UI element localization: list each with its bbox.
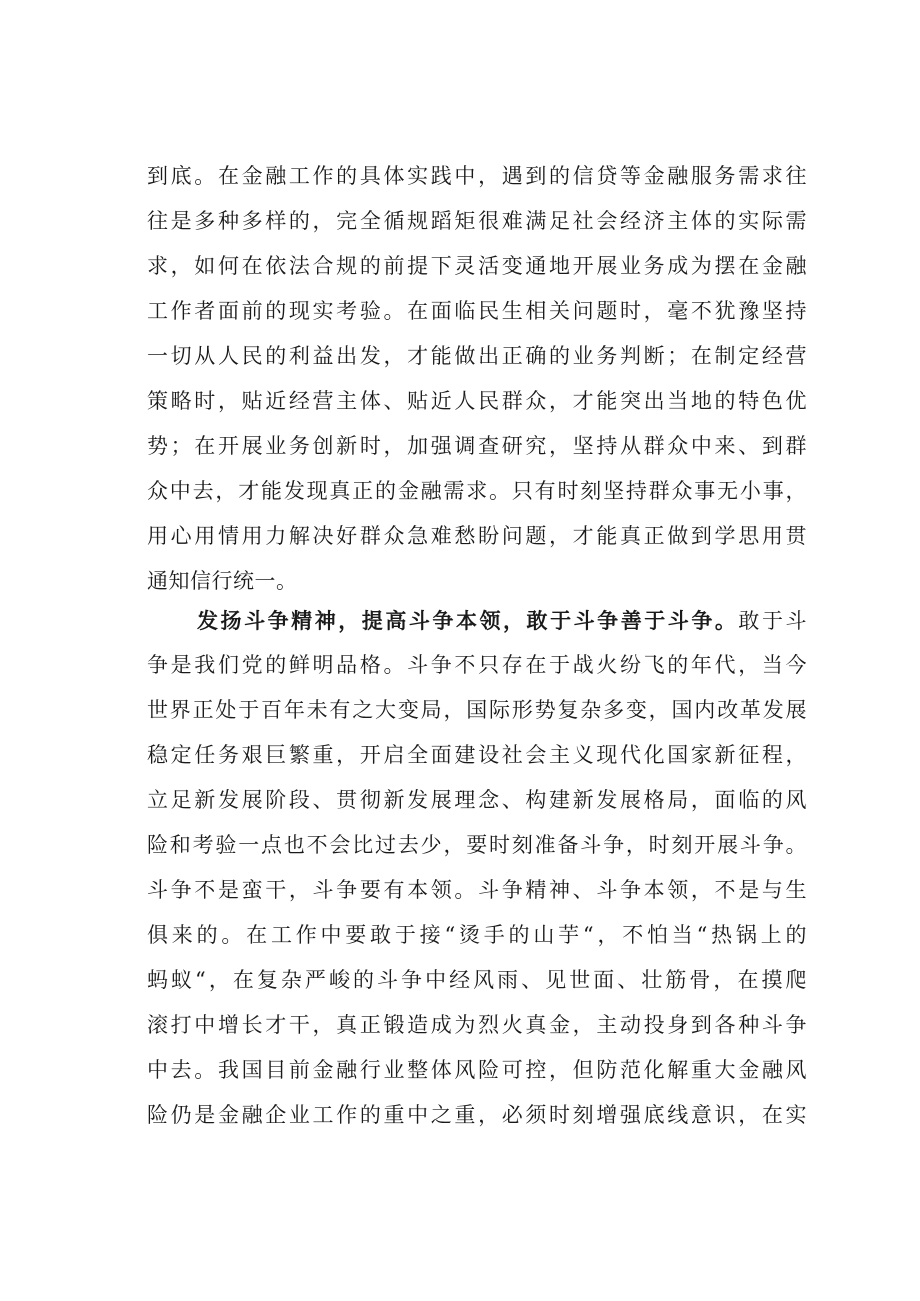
paragraph-2: [147, 598, 807, 1138]
paragraph-line: 一切从人民的利益出发，才能做出正确的业务判断；在制定经营: [147, 344, 807, 368]
paragraph-line: 争是我们党的鲜明品格。斗争不只存在于战火纷飞的年代，当今: [147, 653, 807, 677]
paragraph-line: 往是多种多样的，完全循规蹈矩很难满足社会经济主体的实际需: [147, 209, 807, 233]
first-line-rest: 敢于斗: [738, 609, 808, 633]
paragraph-line: 蚂蚁“，在复杂严峻的斗争中经风雨、见世面、壮筋骨，在摸爬: [147, 968, 807, 992]
paragraph-first-line: [147, 598, 807, 643]
paragraph-line: 中去。我国目前金融行业整体风险可控，但防范化解重大金融风: [147, 1058, 807, 1082]
paragraph-line: 工作者面前的现实考验。在面临民生相关问题时，毫不犹豫坚持: [147, 299, 807, 323]
paragraph-line: 俱来的。在工作中要敢于接“烫手的山芋“，不怕当“热锅上的: [147, 923, 807, 947]
paragraph-line: 稳定任务艰巨繁重，开启全面建设社会主义现代化国家新征程，: [147, 743, 807, 767]
paragraph-line: 世界正处于百年未有之大变局，国际形势复杂多变，国内改革发展: [147, 698, 807, 722]
paragraph-1: [147, 154, 807, 604]
paragraph-line: 险和考验一点也不会比过去少，要时刻准备斗争，时刻开展斗争。: [147, 833, 807, 857]
paragraph-line: 策略时，贴近经营主体、贴近人民群众，才能突出当地的特色优: [147, 389, 807, 413]
paragraph-line: 斗争不是蛮干，斗争要有本领。斗争精神、斗争本领，不是与生: [147, 878, 807, 902]
paragraph-line: 滚打中增长才干，真正锻造成为烈火真金，主动投身到各种斗争: [147, 1013, 807, 1037]
paragraph-line: 求，如何在依法合规的前提下灵活变通地开展业务成为摆在金融: [147, 254, 807, 278]
paragraph-line: 用心用情用力解决好群众急难愁盼问题，才能真正做到学思用贯: [147, 524, 807, 548]
section-heading: 发扬斗争精神，提高斗争本领，敢于斗争善于斗争。: [197, 608, 739, 633]
paragraph-line: 通知信行统一。: [147, 569, 298, 593]
paragraph-line: 险仍是金融企业工作的重中之重，必须时刻增强底线意识，在实: [147, 1103, 807, 1127]
paragraph-line: 势；在开展业务创新时，加强调查研究，坚持从群众中来、到群: [147, 434, 807, 458]
paragraph-line: 立足新发展阶段、贯彻新发展理念、构建新发展格局，面临的风: [147, 788, 807, 812]
paragraph-line: 到底。在金融工作的具体实践中，遇到的信贷等金融服务需求往: [147, 164, 807, 188]
paragraph-line: 众中去，才能发现真正的金融需求。只有时刻坚持群众事无小事，: [147, 479, 807, 503]
